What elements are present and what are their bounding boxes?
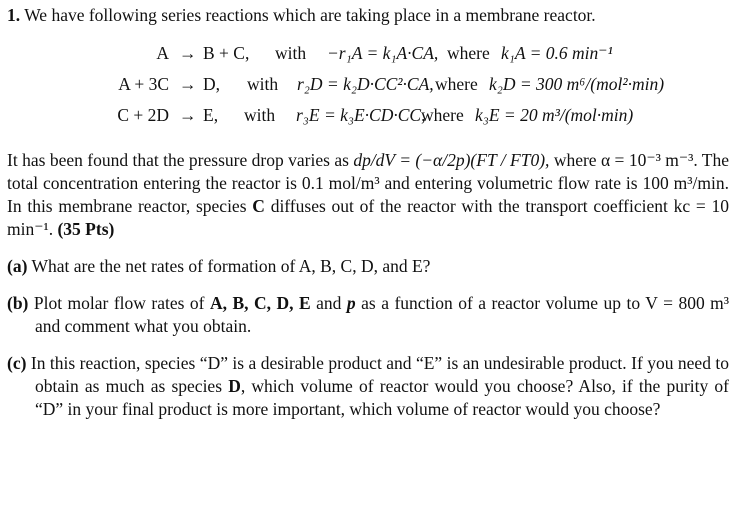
- reaction-with: with: [275, 43, 307, 63]
- problem-description: [7, 149, 729, 241]
- part-text: In this reaction, species “D” is a desirable product and “E” is an undesirable product. If you need to obtain as much as species: [30, 353, 730, 396]
- part-label: (a): [7, 256, 28, 276]
- reaction-rate-constant: k₂D = 300 m⁶/(mol²·min): [489, 74, 665, 94]
- reaction-row: [7, 42, 729, 73]
- reaction-rate-law: r₂D = k₂D·CC²·CA,: [297, 74, 434, 94]
- species-list: A, B, C, D, E: [209, 293, 311, 313]
- part-text: , which volume of reactor would you choose? Also, if the purity of “D” in your final product is more important, which volume of reactor would you choose?: [35, 376, 730, 419]
- reaction-rate-law: r₃E = k₃E·CD·CC,: [296, 105, 426, 125]
- part-text: as a function of a reactor volume up to V = 800 m³ and comment what you obtain.: [35, 293, 730, 336]
- reaction-rate-law: −r₁A = k₁A·CA,: [327, 43, 439, 63]
- species-d-label: D: [228, 376, 241, 396]
- reaction-list: [7, 42, 729, 135]
- reaction-products: E,: [203, 105, 219, 125]
- reaction-rate-constant: k₁A = 0.6 min⁻¹: [501, 43, 613, 63]
- part-text: What are the net rates of formation of A, B, C, D, and E?: [31, 256, 431, 276]
- question-intro: [7, 4, 729, 27]
- part-text: and: [316, 293, 342, 313]
- part-a: [7, 255, 729, 278]
- reaction-arrow-icon: →: [179, 105, 197, 125]
- part-b: [7, 292, 729, 338]
- question-intro-text: We have following series reactions which are taking place in a membrane reactor.: [24, 5, 596, 25]
- part-label: (b): [7, 293, 29, 313]
- reaction-arrow-icon: →: [179, 43, 197, 63]
- reaction-where: where: [435, 74, 478, 94]
- pressure-variable: p: [346, 293, 356, 313]
- description-text: It has been found that the pressure drop varies as: [7, 150, 349, 170]
- reaction-where: where: [421, 105, 464, 125]
- pressure-drop-equation: dp/dV = (−α/2p)(FT / FT0),: [353, 150, 550, 170]
- reaction-reactants: C + 2D: [117, 105, 169, 125]
- points-label: (35 Pts): [57, 219, 115, 239]
- part-text: Plot molar flow rates of: [33, 293, 205, 313]
- reaction-rate-constant: k₃E = 20 m³/(mol·min): [475, 105, 634, 125]
- reaction-reactants: A + 3C: [118, 74, 169, 94]
- reaction-products: D,: [203, 74, 221, 94]
- reaction-arrow-icon: →: [179, 74, 197, 94]
- reaction-where: where: [447, 43, 490, 63]
- reaction-row: [7, 104, 729, 135]
- part-label: (c): [7, 353, 27, 373]
- reaction-with: with: [247, 74, 279, 94]
- part-c: [7, 352, 729, 421]
- species-c-label: C: [252, 196, 265, 216]
- question-number: 1.: [7, 5, 21, 25]
- description-text: where α = 10⁻³ m⁻³. The total concentration entering the reactor is 0.1 mol/m³ and entering volumetric flow rate is 100 m³/min. In this membrane reactor, species: [7, 150, 729, 216]
- reaction-row: [7, 73, 729, 104]
- reaction-with: with: [244, 105, 276, 125]
- reaction-products: B + C,: [203, 43, 250, 63]
- reaction-reactants: A: [156, 43, 169, 63]
- description-text: diffuses out of the reactor with the transport coefficient kc = 10 min⁻¹.: [7, 196, 730, 239]
